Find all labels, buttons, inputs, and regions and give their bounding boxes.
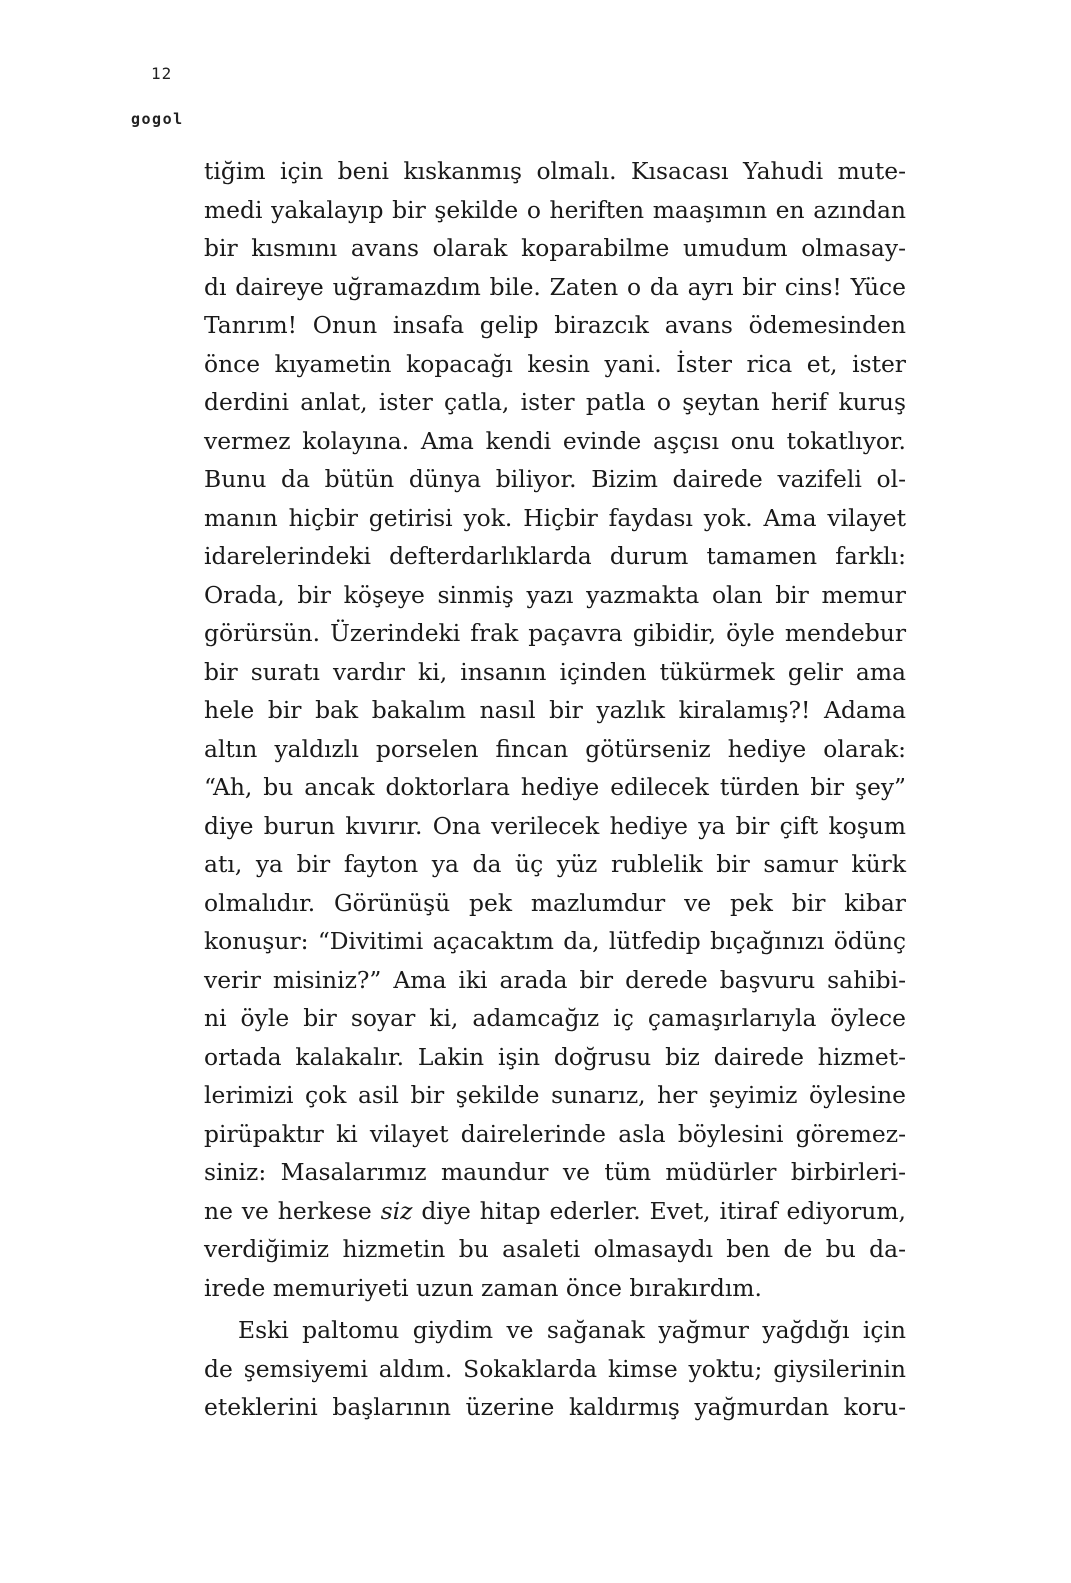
text-line: verdiğimiz hizmetin bu asaleti olmasaydı ben de bu da- (204, 1235, 906, 1263)
text-line: olmalıdır. Görünüşü pek mazlumdur ve pek bir kibar (204, 888, 906, 917)
text-line: siniz: Masalarımız maundur ve tüm müdürler birbirleri- (204, 1158, 906, 1186)
text-line: konuşur: “Divitimi açacaktım da, lütfedip bıçağınızı ödünç (204, 927, 906, 955)
text-line: ortada kalakalır. Lakin işin doğrusu biz dairede hizmet- (204, 1042, 906, 1071)
page-number: 12 (151, 64, 173, 83)
text-line: Eski paltomu giydim ve sağanak yağmur yağdığı için (238, 1316, 906, 1344)
text-line: vermez kolayına. Ama kendi evinde aşçısı onu tokatlıyor. (204, 426, 906, 455)
text-line: diye burun kıvırır. Ona verilecek hediye ya bir çift koşum (204, 811, 906, 840)
text-line: hele bir bak bakalım nasıl bir yazlık kiralamış?! Adama (204, 696, 906, 724)
text-line: manın hiçbir getirisi yok. Hiçbir faydası yok. Ama vilayet (204, 503, 906, 532)
text-line: idarelerindeki defterdarlıklarda durum tamamen farklı: (204, 542, 906, 570)
text-line: bir kısmını avans olarak koparabilme umudum olmasay- (204, 234, 906, 262)
text-line: Tanrım! Onun insafa gelip birazcık avans ödemesinden (204, 311, 906, 339)
body-text (204, 152, 906, 1427)
text-segment: ne ve herkese (204, 1196, 381, 1225)
text-line: lerimizi çok asil bir şekilde sunarız, her şeyimiz öylesine (204, 1081, 906, 1109)
text-line: atı, ya bir fayton ya da üç yüz rublelik bir samur kürk (204, 850, 906, 878)
text-line: ni öyle bir soyar ki, adamcağız iç çamaşırlarıyla öylece (204, 1004, 906, 1032)
text-line: Bunu da bütün dünya biliyor. Bizim dairede vazifeli ol- (204, 465, 906, 493)
text-line: derdini anlat, ister çatla, ister patla o şeytan herif kuruş (204, 388, 906, 416)
text-line: de şemsiyemi aldım. Sokaklarda kimse yoktu; giysilerinin (204, 1354, 906, 1383)
text-line: pirüpaktır ki vilayet dairelerinde asla böylesini göremez- (204, 1119, 906, 1148)
text-line: görürsün. Üzerindeki frak paçavra gibidir, öyle mendebur (204, 619, 906, 647)
text-line: Orada, bir köşeye sinmiş yazı yazmakta olan bir memur (204, 580, 906, 609)
text-line: altın yaldızlı porselen fincan götürseniz hediye olarak: (204, 734, 906, 763)
text-line: verir misiniz?” Ama iki arada bir derede başvuru sahibi- (204, 965, 906, 994)
text-line: medi yakalayıp bir şekilde o heriften maaşımın en azından (204, 195, 906, 224)
text-line: tiğim için beni kıskanmış olmalı. Kısacası Yahudi mute- (204, 157, 906, 185)
text-line: önce kıyametin kopacağı kesin yani. İster rica et, ister (204, 349, 906, 378)
text-line: “Ah, bu ancak doktorlara hediye edilecek türden bir şey” (204, 773, 906, 801)
paragraph (204, 152, 906, 1307)
text-line-with-italic (204, 1192, 906, 1231)
paragraph (204, 1311, 906, 1427)
text-line: irede memuriyeti uzun zaman önce bırakırdım. (204, 1273, 762, 1302)
running-title: gogol (131, 110, 184, 128)
text-line: dı daireye uğramazdım bile. Zaten o da ayrı bir cins! Yüce (204, 272, 906, 301)
text-line: bir suratı vardır ki, insanın içinden tükürmek gelir ama (204, 657, 906, 686)
italic-word: siz (380, 1196, 413, 1225)
text-segment: diye hitap ederler. Evet, itiraf ediyorum, (412, 1196, 906, 1225)
text-line: eteklerini başlarının üzerine kaldırmış yağmurdan koru- (204, 1393, 906, 1421)
